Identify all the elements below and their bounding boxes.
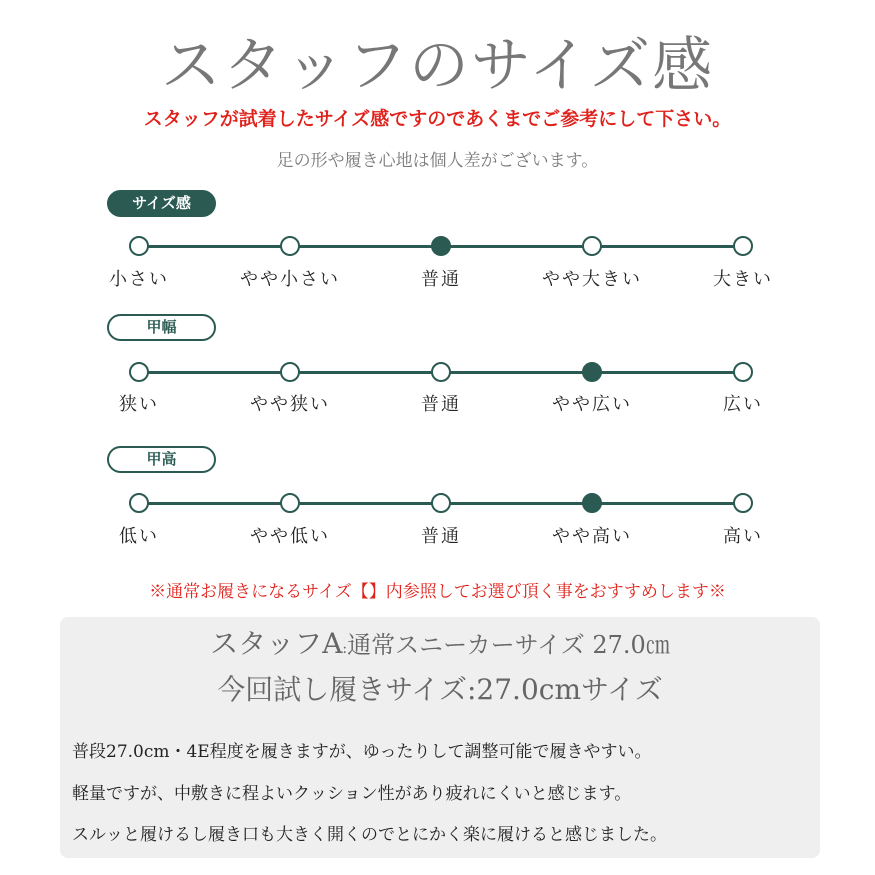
notice-text: スタッフが試着したサイズ感ですのであくまでご参考にして下さい。 [143,108,732,130]
recommend-note: ※通常お履きになるサイズ【】内参照してお選び頂く事をおすすめします※ [149,582,726,602]
scale-point [733,362,753,382]
scale-option-label: 普通 [421,269,461,290]
comment-line: スルッと履けるし履き口も大きく開くのでとにかく楽に履けると感じました。 [72,825,667,845]
scale-option-label: やや広い [552,394,632,415]
scale-point [129,362,149,382]
scale-option-label: やや狭い [250,394,330,415]
scale-point [280,362,300,382]
page-title: スタッフのサイズ感 [160,31,715,101]
scale-point [280,493,300,513]
scale-option-label: やや低い [250,526,330,547]
staff-usual-line [60,622,820,662]
scale-option-label: 高い [723,526,763,547]
scale-option-label: 大きい [713,269,773,290]
scale-point [129,493,149,513]
subnote-text: 足の形や履き心地は個人差がございます。 [276,151,599,171]
scale-point [733,236,753,256]
scale-badge: 甲高 [107,446,216,473]
staff-name: スタッフA [210,627,343,660]
scale-point [280,236,300,256]
scale-option-label: やや小さい [240,269,340,290]
scale-point [733,493,753,513]
scale-option-label: やや高い [552,526,632,547]
scale-option-label: 普通 [421,526,461,547]
scale-point-selected [431,236,451,256]
scale-option-label: 広い [723,394,763,415]
comment-line: 軽量ですが、中敷きに程よいクッション性があり疲れにくいと感じます。 [72,784,632,804]
staff-usual-size: 通常スニーカーサイズ 27.0㎝ [347,631,670,659]
scale-option-label: 小さい [109,269,169,290]
scale-point [129,236,149,256]
scale-point-selected [582,493,602,513]
separator: : [342,641,348,657]
scale-badge: サイズ感 [107,190,216,217]
scale-option-label: 普通 [421,394,461,415]
scale-point [431,493,451,513]
scale-badge: 甲幅 [107,314,216,341]
scale-option-label: やや大きい [542,269,642,290]
comment-line: 普段27.0cm・4E程度を履きますが、ゆったりして調整可能で履きやすい。 [72,742,652,762]
scale-option-label: 狭い [119,394,159,415]
scale-option-label: 低い [119,526,159,547]
scale-point-selected [582,362,602,382]
scale-point [431,362,451,382]
staff-tried-size: 今回試し履きサイズ:27.0cmサイズ [217,673,663,706]
scale-point [582,236,602,256]
